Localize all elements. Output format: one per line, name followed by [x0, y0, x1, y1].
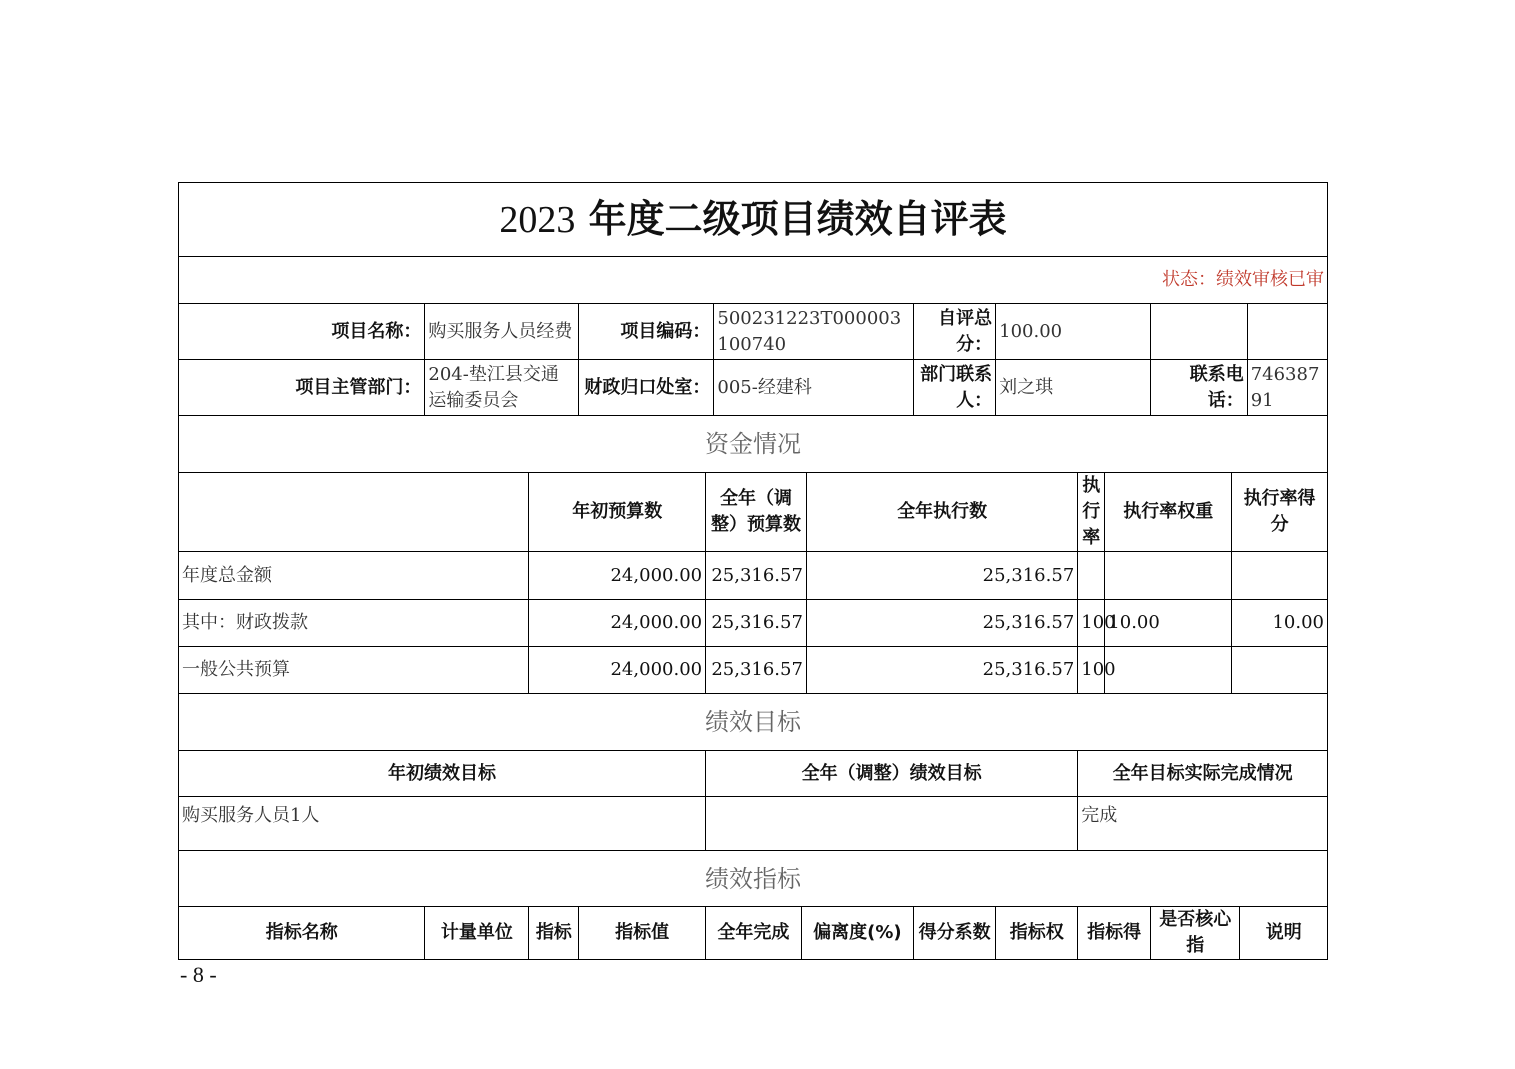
funds-header-cell: 全年（调整）预算数	[706, 473, 807, 552]
phone-label: 联系电话：	[1151, 360, 1248, 416]
funds-cell: 100	[1078, 647, 1105, 694]
indicator-header-cell: 指标名称	[179, 907, 425, 960]
indicator-header-cell: 指标权	[996, 907, 1078, 960]
funds-cell: 24,000.00	[529, 647, 706, 694]
funds-header-cell: 全年执行数	[806, 473, 1077, 552]
indicator-header-cell: 全年完成	[706, 907, 802, 960]
funds-cell: 25,316.57	[806, 600, 1077, 647]
funds-header-cell: 年初预算数	[529, 473, 706, 552]
goal-adjusted	[706, 797, 1078, 851]
indicator-header-cell: 是否核心指	[1151, 907, 1240, 960]
funds-cell: 24,000.00	[529, 552, 706, 600]
indicator-header-cell: 指标值	[579, 907, 706, 960]
finance-office-value: 005-经建科	[714, 360, 914, 416]
project-name-value: 购买服务人员经费	[425, 304, 579, 360]
empty-cell	[1247, 304, 1327, 360]
funds-row-label: 一般公共预算	[179, 647, 529, 694]
goal-initial: 购买服务人员1人	[179, 797, 706, 851]
self-score-label: 自评总分：	[914, 304, 996, 360]
funds-row-label: 其中：财政拨款	[179, 600, 529, 647]
indicator-header-cell: 指标得	[1078, 907, 1151, 960]
funds-cell	[1232, 552, 1328, 600]
project-code-label: 项目编码：	[579, 304, 714, 360]
dept-value: 204-垫江县交通运输委员会	[425, 360, 579, 416]
funds-cell: 25,316.57	[706, 552, 807, 600]
goals-section-title: 绩效目标	[179, 694, 1328, 751]
finance-office-label: 财政归口处室：	[579, 360, 714, 416]
page-number: - 8 -	[180, 962, 217, 987]
indicator-header-cell: 指标	[529, 907, 579, 960]
goal-actual: 完成	[1078, 797, 1328, 851]
funds-header-cell: 执行率	[1078, 473, 1105, 552]
funds-cell: 10.00	[1232, 600, 1328, 647]
phone-value: 74638791	[1247, 360, 1327, 416]
indicator-header-cell: 得分系数	[914, 907, 996, 960]
empty-cell	[1151, 304, 1248, 360]
goals-header-cell: 年初绩效目标	[179, 751, 706, 797]
goals-header-cell: 全年目标实际完成情况	[1078, 751, 1328, 797]
table-row	[179, 600, 1328, 647]
funds-cell: 100	[1078, 600, 1105, 647]
funds-header-cell: 执行率得分	[1232, 473, 1328, 552]
funds-cell	[1105, 647, 1232, 694]
funds-cell	[1078, 552, 1105, 600]
performance-evaluation-table	[178, 182, 1328, 956]
funds-cell: 25,316.57	[806, 647, 1077, 694]
project-name-label: 项目名称：	[179, 304, 425, 360]
funds-cell: 10.00	[1105, 600, 1232, 647]
title-text: 年度二级项目绩效自评表	[588, 197, 1007, 241]
funds-header-cell	[179, 473, 529, 552]
funds-row-label: 年度总金额	[179, 552, 529, 600]
funds-cell: 25,316.57	[806, 552, 1077, 600]
status-text: 状态：绩效审核已审	[179, 257, 1328, 304]
funds-cell: 25,316.57	[706, 600, 807, 647]
contact-label: 部门联系人：	[914, 360, 996, 416]
funds-cell	[1232, 647, 1328, 694]
funds-cell: 25,316.57	[706, 647, 807, 694]
table-row	[179, 552, 1328, 600]
goals-header-cell: 全年（调整）绩效目标	[706, 751, 1078, 797]
indicator-header-cell: 计量单位	[425, 907, 529, 960]
dept-label: 项目主管部门：	[179, 360, 425, 416]
funds-cell	[1105, 552, 1232, 600]
title-year: 2023	[499, 199, 576, 241]
project-code-value: 500231223T000003100740	[714, 304, 914, 360]
table-row	[179, 797, 1328, 851]
funds-cell: 24,000.00	[529, 600, 706, 647]
funds-section-title: 资金情况	[179, 416, 1328, 473]
table-row	[179, 647, 1328, 694]
self-score-value: 100.00	[996, 304, 1151, 360]
indicator-header-cell: 说明	[1240, 907, 1328, 960]
indicator-header-cell: 偏离度(%)	[801, 907, 913, 960]
indicators-section-title: 绩效指标	[179, 851, 1328, 907]
contact-value: 刘之琪	[996, 360, 1151, 416]
page-title	[179, 183, 1328, 257]
funds-header-cell: 执行率权重	[1105, 473, 1232, 552]
